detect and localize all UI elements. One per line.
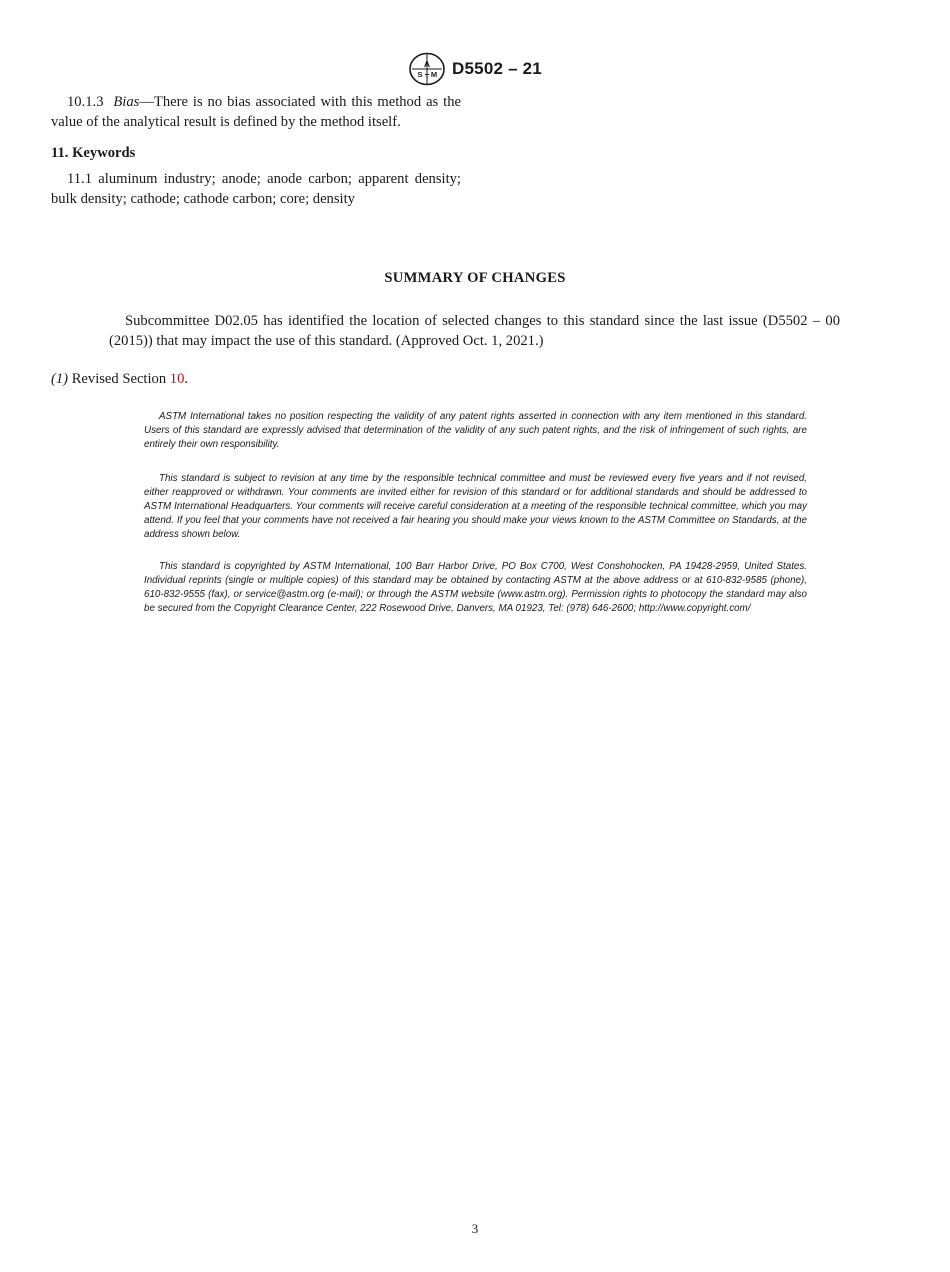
clause-title: Bias	[113, 94, 140, 110]
change-item	[51, 370, 188, 390]
clause-number: 10.1.3	[67, 94, 104, 110]
section-10-link[interactable]: 10	[169, 371, 185, 387]
svg-text:A: A	[423, 59, 431, 69]
astm-logo-icon	[408, 52, 446, 86]
page-number: 3	[471, 1221, 479, 1236]
clause-11-1	[51, 170, 461, 209]
keywords-text: aluminum industry; anode; anode carbon; apparent density; bulk density; cathode; cathode carbon; core; density	[51, 171, 461, 207]
legal-notice-patent: ASTM International takes no position respecting the validity of any patent rights asserted in connection with any item mentioned in this standard. Users of this standard are expressly advised that determination of the validity of any such patent rights, and the risk of infringement of such rights, are entirely their own responsibility.	[144, 411, 807, 450]
clause-text: —There is no bias associated with this method as the value of the analytical result is defined by the method itself.	[51, 94, 462, 130]
page-header	[0, 52, 950, 86]
svg-text:M: M	[430, 70, 438, 79]
change-text: Revised Section	[71, 371, 167, 387]
legal-notice-revision: This standard is subject to revision at any time by the responsible technical committee and must be reviewed every five years and if not revised, either reapproved or withdrawn. Your comments are invited either for revision of this standard or for additional standards and should be addressed to ASTM International Headquarters. Your comments will receive careful consideration at a meeting of the responsible technical committee, which you may attend. If you feel that your comments have not received a fair hearing you should make your views known to the ASTM Committee on Standards, at the address shown below.	[144, 473, 807, 540]
clause-number: 11.1	[67, 171, 92, 187]
clause-paragraph	[51, 93, 461, 132]
keywords-paragraph	[51, 170, 461, 209]
change-marker: (1)	[51, 371, 69, 387]
summary-title: SUMMARY OF CHANGES	[384, 270, 566, 286]
svg-text:T: T	[424, 72, 430, 81]
summary-body: Subcommittee D02.05 has identified the location of selected changes to this standard since the last issue (D5502 – 00 (2015)) that may impact the use of this standard. (Approved Oct. 1, 2021.)	[109, 313, 840, 349]
section-heading-keywords: 11. Keywords	[51, 145, 136, 161]
clause-10-1-3	[51, 93, 461, 132]
document-id: D5502 – 21	[452, 59, 542, 78]
legal-notice-copyright: This standard is copyrighted by ASTM International, 100 Barr Harbor Drive, PO Box C700, West Conshohocken, PA 19428-2959, United States. Individual reprints (single or multiple copies) of this standard may be obtained by contacting ASTM at the above address or at 610-832-9585 (phone), 610-832-9555 (fax), or service@astm.org (e-mail); or through the ASTM website (www.astm.org). Permission rights to photocopy the standard may also be secured from the Copyright Clearance Center, 222 Rosewood Drive, Danvers, MA 01923, Tel: (978) 646-2600; http://www.copyright.com/	[144, 561, 807, 614]
svg-text:S: S	[417, 70, 423, 79]
change-suffix: .	[184, 371, 189, 387]
